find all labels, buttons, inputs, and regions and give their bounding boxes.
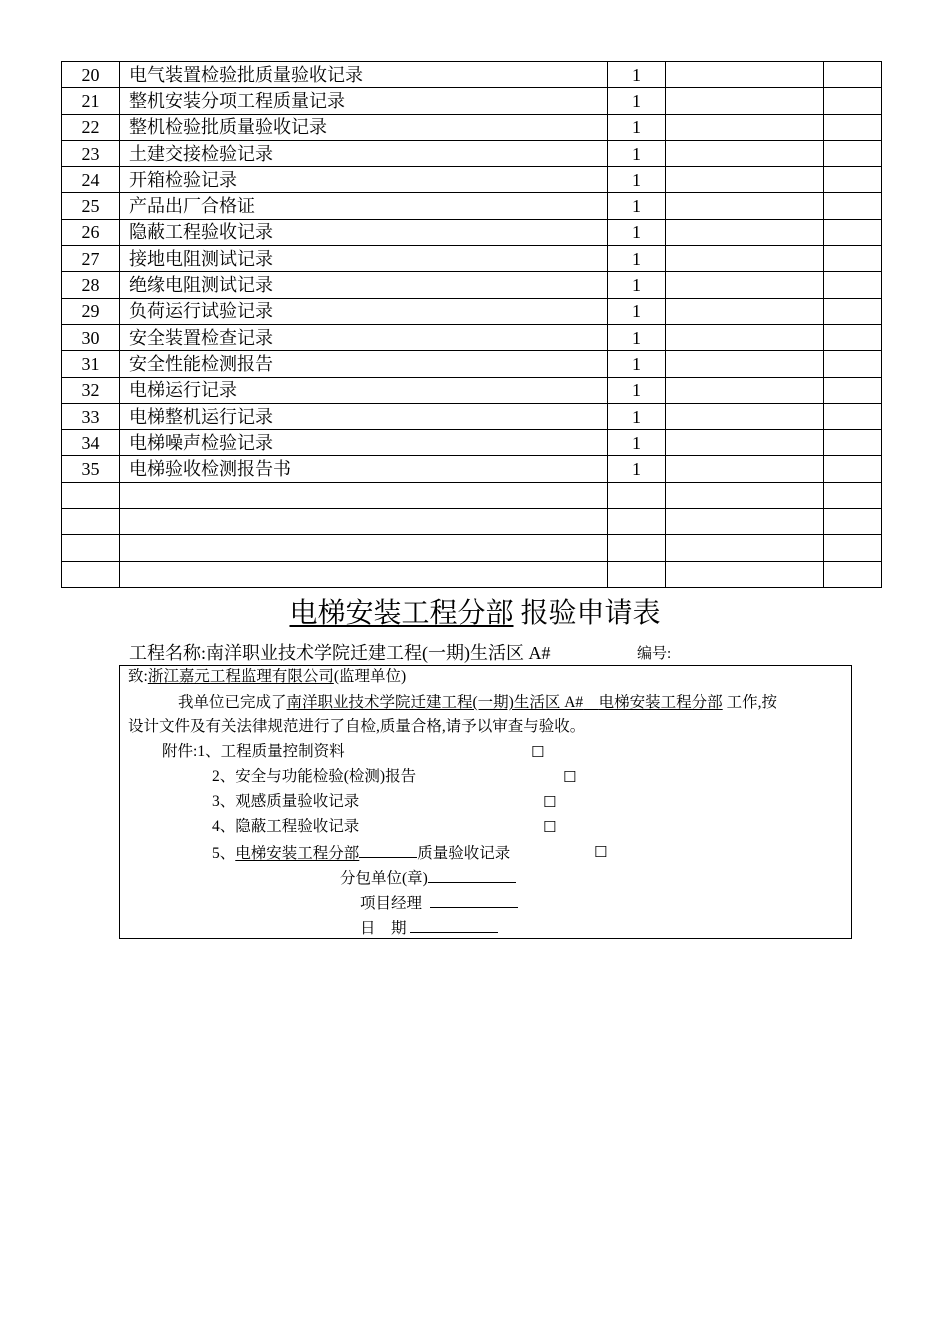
quantity-cell: 1 — [608, 140, 666, 166]
quantity-cell: 1 — [608, 403, 666, 429]
attachment-3-label: 3、观感质量验收记录 — [212, 793, 360, 810]
form-title — [0, 596, 950, 632]
row-number-cell: 29 — [62, 298, 120, 324]
row-number-cell: 31 — [62, 351, 120, 377]
blank-cell — [666, 482, 824, 508]
form-title-rest: 报验申请表 — [520, 598, 661, 629]
blank-cell — [824, 456, 882, 482]
blank-cell — [666, 219, 824, 245]
quantity-cell: 1 — [608, 246, 666, 272]
document-name-cell: 产品出厂合格证 — [120, 193, 608, 219]
table-row — [62, 324, 882, 350]
row-number-cell — [62, 561, 120, 587]
to-label: 致: — [128, 668, 148, 685]
row-number-cell: 28 — [62, 272, 120, 298]
attachment-2-checkbox[interactable]: ☐ — [563, 768, 577, 786]
blank-cell — [666, 561, 824, 587]
body-line-2: 设计文件及有关法律规范进行了自检,质量合格,请予以审查与验收。 — [128, 718, 586, 735]
date-line — [360, 916, 498, 940]
document-name-cell: 负荷运行试验记录 — [120, 298, 608, 324]
document-name-cell: 安全装置检查记录 — [120, 324, 608, 350]
to-suffix: (监理单位) — [333, 668, 407, 685]
blank-cell — [824, 167, 882, 193]
blank-cell — [824, 509, 882, 535]
project-label: 工程名称: — [129, 643, 207, 663]
blank-cell — [666, 403, 824, 429]
quantity-cell: 1 — [608, 272, 666, 298]
attachment-4-checkbox[interactable]: ☐ — [543, 818, 557, 836]
quantity-cell — [608, 509, 666, 535]
row-number-cell: 22 — [62, 114, 120, 140]
table-row — [62, 430, 882, 456]
blank-cell — [824, 351, 882, 377]
blank-cell — [824, 140, 882, 166]
manager-label: 项目经理 — [360, 895, 423, 912]
table-row — [62, 140, 882, 166]
quantity-cell: 1 — [608, 167, 666, 193]
table-row — [62, 114, 882, 140]
table-row — [62, 62, 882, 88]
quantity-cell: 1 — [608, 298, 666, 324]
document-name-cell: 开箱检验记录 — [120, 167, 608, 193]
blank-cell — [666, 377, 824, 403]
quantity-cell: 1 — [608, 351, 666, 377]
document-name-cell: 隐蔽工程验收记录 — [120, 219, 608, 245]
row-number-cell: 24 — [62, 167, 120, 193]
body-prefix: 我单位已完成了 — [178, 694, 287, 711]
blank-cell — [666, 509, 824, 535]
application-box — [119, 665, 852, 939]
table-row — [62, 377, 882, 403]
row-number-cell: 33 — [62, 403, 120, 429]
subcontractor-label: 分包单位(章) — [340, 870, 428, 887]
table-row — [62, 561, 882, 587]
addressee-line — [128, 666, 406, 688]
attachment-2-label: 2、安全与功能检验(检测)报告 — [212, 768, 417, 785]
document-name-cell: 接地电阻测试记录 — [120, 246, 608, 272]
attachment-5-prefix: 5、 — [212, 845, 236, 862]
document-list-table — [61, 61, 882, 588]
attachment-4-label: 4、隐蔽工程验收记录 — [212, 818, 360, 835]
body-project: 南洋职业技术学院迁建工程(一期)生活区 A# — [286, 694, 584, 711]
blank-cell — [824, 535, 882, 561]
document-name-cell: 电梯验收检测报告书 — [120, 456, 608, 482]
row-number-cell: 23 — [62, 140, 120, 166]
document-name-cell — [120, 535, 608, 561]
row-number-cell: 32 — [62, 377, 120, 403]
code-label: 编号: — [637, 646, 672, 662]
blank-cell — [666, 193, 824, 219]
document-name-cell: 电梯噪声检验记录 — [120, 430, 608, 456]
row-number-cell — [62, 509, 120, 535]
blank-cell — [666, 430, 824, 456]
row-number-cell: 21 — [62, 88, 120, 114]
project-name: 南洋职业技术学院迁建工程(一期)生活区 A# — [206, 643, 551, 663]
quantity-cell: 1 — [608, 456, 666, 482]
blank-cell — [824, 193, 882, 219]
blank-cell — [666, 535, 824, 561]
body-suffix: 工作,按 — [726, 694, 777, 711]
blank-cell — [666, 351, 824, 377]
document-name-cell: 整机安装分项工程质量记录 — [120, 88, 608, 114]
attachment-1 — [162, 741, 345, 763]
blank-cell — [824, 246, 882, 272]
blank-cell — [824, 403, 882, 429]
table-row — [62, 298, 882, 324]
document-name-cell: 电气装置检验批质量验收记录 — [120, 62, 608, 88]
row-number-cell — [62, 535, 120, 561]
manager-line — [360, 891, 518, 915]
blank-cell — [824, 298, 882, 324]
blank-cell — [666, 167, 824, 193]
blank-cell — [824, 561, 882, 587]
blank-cell — [824, 430, 882, 456]
body-line-1 — [178, 692, 777, 714]
document-name-cell: 电梯运行记录 — [120, 377, 608, 403]
document-name-cell: 电梯整机运行记录 — [120, 403, 608, 429]
row-number-cell: 30 — [62, 324, 120, 350]
row-number-cell: 25 — [62, 193, 120, 219]
document-name-cell: 土建交接检验记录 — [120, 140, 608, 166]
row-number-cell — [62, 482, 120, 508]
row-number-cell: 26 — [62, 219, 120, 245]
table-row — [62, 351, 882, 377]
blank-cell — [666, 62, 824, 88]
blank-cell — [824, 62, 882, 88]
quantity-cell: 1 — [608, 193, 666, 219]
blank-cell — [824, 114, 882, 140]
subcontractor-line — [340, 866, 516, 890]
quantity-cell: 1 — [608, 62, 666, 88]
table-row — [62, 403, 882, 429]
attachment-5-checkbox[interactable]: ☐ — [594, 843, 608, 861]
table-row — [62, 509, 882, 535]
row-number-cell: 35 — [62, 456, 120, 482]
form-title-underlined: 电梯安装工程分部 — [289, 598, 514, 629]
date-label: 日 期 — [360, 920, 407, 937]
quantity-cell: 1 — [608, 114, 666, 140]
quantity-cell — [608, 561, 666, 587]
blank-cell — [666, 140, 824, 166]
attachment-1-checkbox[interactable]: ☐ — [531, 743, 545, 761]
quantity-cell — [608, 535, 666, 561]
attachment-5-underlined: 电梯安装工程分部 — [235, 845, 360, 862]
table-row — [62, 272, 882, 298]
quantity-cell: 1 — [608, 324, 666, 350]
quantity-cell: 1 — [608, 219, 666, 245]
attachment-5 — [212, 841, 510, 865]
quantity-cell: 1 — [608, 377, 666, 403]
quantity-cell — [608, 482, 666, 508]
document-name-cell — [120, 509, 608, 535]
document-name-cell: 安全性能检测报告 — [120, 351, 608, 377]
blank-cell — [824, 482, 882, 508]
attachment-5-suffix: 质量验收记录 — [417, 845, 511, 862]
blank-cell — [666, 298, 824, 324]
document-name-cell — [120, 482, 608, 508]
quantity-cell: 1 — [608, 88, 666, 114]
row-number-cell: 20 — [62, 62, 120, 88]
table-row — [62, 167, 882, 193]
table-row — [62, 246, 882, 272]
blank-cell — [824, 88, 882, 114]
blank-cell — [824, 324, 882, 350]
attachment-5-blank — [359, 841, 417, 858]
document-name-cell — [120, 561, 608, 587]
blank-cell — [666, 114, 824, 140]
table-row — [62, 193, 882, 219]
row-number-cell: 27 — [62, 246, 120, 272]
body-work: 电梯安装工程分部 — [598, 694, 723, 711]
blank-cell — [666, 246, 824, 272]
attachment-3-checkbox[interactable]: ☐ — [543, 793, 557, 811]
manager-signature-blank[interactable] — [430, 891, 518, 908]
to-company: 浙江嘉元工程监理有限公司 — [147, 668, 334, 685]
blank-cell — [824, 272, 882, 298]
date-blank[interactable] — [410, 916, 498, 933]
project-name-line — [129, 641, 551, 665]
table-row — [62, 482, 882, 508]
body-gap — [583, 694, 599, 711]
attachment-1-label: 1、工程质量控制资料 — [197, 743, 345, 760]
blank-cell — [666, 88, 824, 114]
blank-cell — [666, 272, 824, 298]
blank-cell — [824, 377, 882, 403]
blank-cell — [824, 219, 882, 245]
attach-label: 附件: — [162, 743, 198, 760]
blank-cell — [666, 456, 824, 482]
blank-cell — [666, 324, 824, 350]
subcontractor-signature-blank[interactable] — [428, 866, 516, 883]
table-row — [62, 219, 882, 245]
quantity-cell: 1 — [608, 430, 666, 456]
table-row — [62, 456, 882, 482]
table-row — [62, 535, 882, 561]
document-name-cell: 整机检验批质量验收记录 — [120, 114, 608, 140]
row-number-cell: 34 — [62, 430, 120, 456]
table-row — [62, 88, 882, 114]
document-name-cell: 绝缘电阻测试记录 — [120, 272, 608, 298]
